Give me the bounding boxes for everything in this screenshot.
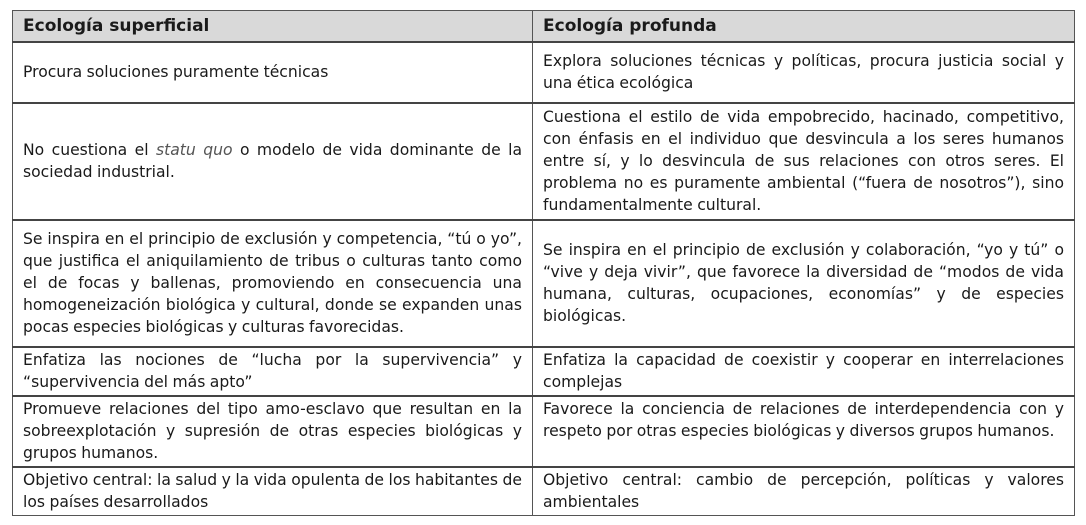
header-deep-ecology: Ecología profunda: [533, 11, 1075, 43]
deep-cell: Cuestiona el estilo de vida empobrecido, hacinado, competitivo, con énfasis en el individuo que desvincula a los seres humanos entre sí, y lo desvincula de sus relaciones con otros seres. El problema no es puramente ambiental (“fuera de nosotros”), sino fundamentalmente cultural.: [533, 103, 1075, 220]
shallow-cell: [13, 103, 533, 220]
header-shallow-ecology: Ecología superficial: [13, 11, 533, 43]
table-row: [13, 467, 1075, 516]
deep-cell: Favorece la conciencia de relaciones de interdependencia con y respeto por otras especies biológicas y diversos grupos humanos.: [533, 396, 1075, 467]
shallow-cell: Objetivo central: la salud y la vida opulenta de los habitantes de los países desarrollados: [13, 467, 533, 516]
shallow-cell: Enfatiza las nociones de “lucha por la supervivencia” y “supervivencia del más apto”: [13, 347, 533, 396]
cell-text: No cuestiona el: [23, 141, 156, 159]
table-row: [13, 220, 1075, 347]
header-row: [13, 11, 1075, 43]
shallow-cell: Se inspira en el principio de exclusión y competencia, “tú o yo”, que justifica el aniquilamiento de tribus o culturas tanto como el de focas y ballenas, promoviendo en consecuencia una homogeneización biológica y cultural, donde se expanden unas pocas especies biológicas y culturas favorecidas.: [13, 220, 533, 347]
table-row: [13, 103, 1075, 220]
deep-cell: Explora soluciones técnicas y políticas, procura justicia social y una ética ecológica: [533, 42, 1075, 103]
comparison-table-container: [12, 10, 1074, 516]
table-row: [13, 42, 1075, 103]
deep-cell: Enfatiza la capacidad de coexistir y cooperar en interrelaciones complejas: [533, 347, 1075, 396]
cell-text: o modelo de vida dominante de la sociedad industrial.: [23, 141, 523, 181]
deep-cell: Objetivo central: cambio de percepción, políticas y valores ambientales: [533, 467, 1075, 516]
table-row: [13, 347, 1075, 396]
ecology-comparison-table: [12, 10, 1075, 516]
shallow-cell: Promueve relaciones del tipo amo-esclavo que resultan en la sobreexplotación y supresión de otras especies biológicas y grupos humanos.: [13, 396, 533, 467]
table-row: [13, 396, 1075, 467]
deep-cell: Se inspira en el principio de exclusión y colaboración, “yo y tú” o “vive y deja vivir”, que favorece la diversidad de “modos de vida humana, culturas, ocupaciones, economías” y de especies biológicas.: [533, 220, 1075, 347]
shallow-cell: Procura soluciones puramente técnicas: [13, 42, 533, 103]
statu-quo-italic: statu quo: [156, 141, 233, 159]
